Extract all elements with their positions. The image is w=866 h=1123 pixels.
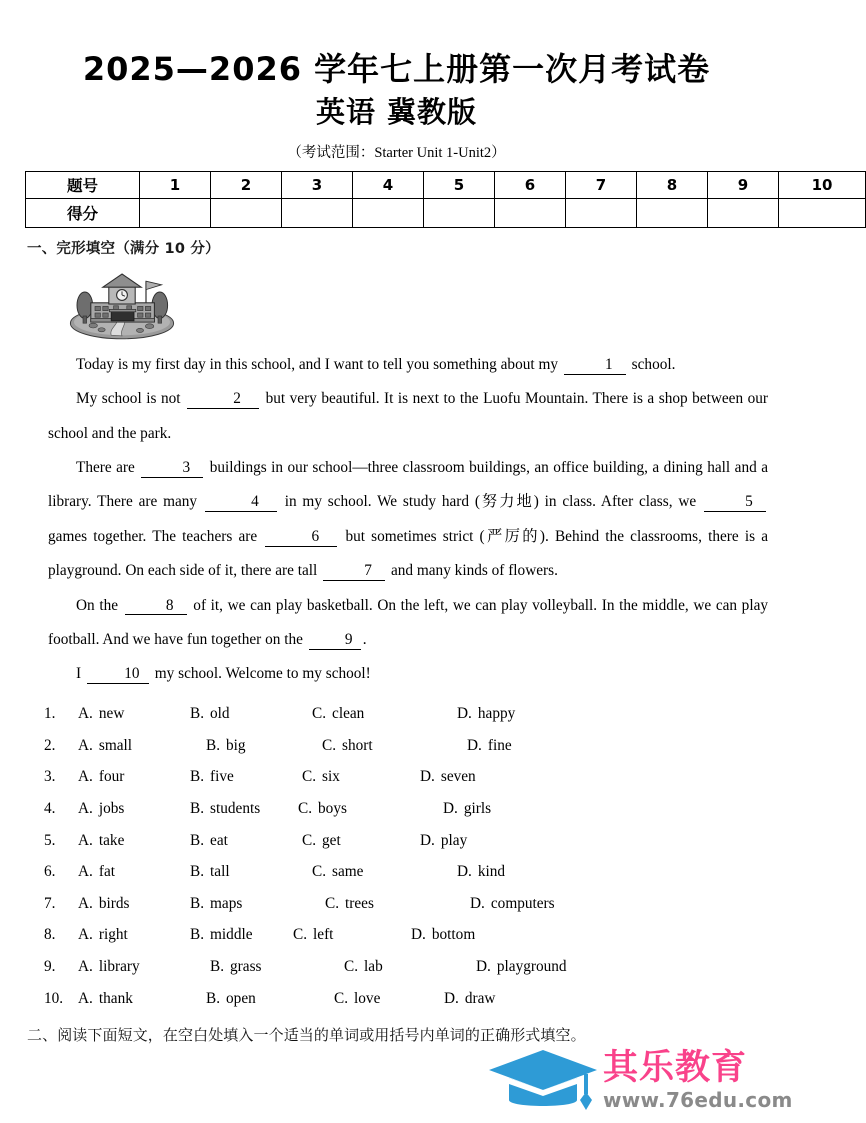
option-text: maps: [210, 894, 243, 912]
option-text: fat: [98, 863, 116, 881]
passage-text: my school. Welcome to my school!: [154, 665, 371, 683]
option-10-C[interactable]: [334, 983, 444, 1015]
option-9-B[interactable]: [210, 951, 344, 983]
option-6-A[interactable]: [78, 856, 190, 888]
question-number: 5.: [44, 831, 56, 849]
option-text: lab: [364, 958, 383, 976]
score-table-col-3: 3: [282, 171, 353, 198]
option-letter: B.: [190, 926, 205, 944]
option-2-B[interactable]: [206, 730, 322, 762]
question-number: 3.: [44, 768, 56, 786]
score-cell-9[interactable]: [708, 198, 779, 227]
option-letter: D.: [470, 894, 485, 912]
score-table-col-9: 9: [708, 171, 779, 198]
logo-text-block: [599, 1047, 793, 1112]
option-6-C[interactable]: [312, 856, 457, 888]
option-7-C[interactable]: [325, 888, 470, 920]
table-row: [26, 171, 866, 198]
option-text: left: [313, 926, 334, 944]
option-3-A[interactable]: [78, 761, 190, 793]
cloze-options-list: [0, 692, 793, 1015]
score-table-col-2: 2: [211, 171, 282, 198]
question-row-8: [44, 919, 768, 951]
option-letter: C.: [312, 863, 327, 881]
section-heading-cloze: 一、完形填空（满分 10 分）: [27, 240, 220, 257]
option-letter: D.: [411, 926, 426, 944]
score-table-col-8: 8: [637, 171, 708, 198]
option-5-B[interactable]: [190, 825, 302, 857]
option-letter: C.: [298, 799, 313, 817]
option-text: new: [98, 704, 125, 722]
question-number: 6.: [44, 863, 56, 881]
passage-paragraph-5: [48, 657, 768, 691]
score-table-col-4: 4: [353, 171, 424, 198]
question-number: 8.: [44, 926, 56, 944]
passage-text: in my school. We study hard (努力地) in class. After class, we: [284, 493, 697, 511]
question-number: 10.: [44, 989, 64, 1007]
option-text: students: [210, 799, 261, 817]
option-text: eat: [210, 831, 228, 849]
option-6-B[interactable]: [190, 856, 312, 888]
score-cell-6[interactable]: [495, 198, 566, 227]
option-letter: D.: [457, 863, 472, 881]
option-text: library: [98, 958, 140, 976]
option-9-C[interactable]: [344, 951, 476, 983]
option-text: trees: [345, 894, 374, 912]
score-table: [25, 171, 866, 228]
option-letter: B.: [190, 831, 205, 849]
option-4-A[interactable]: [78, 793, 190, 825]
question-row-2: [44, 730, 768, 762]
option-text: draw: [464, 989, 496, 1007]
option-8-C[interactable]: [293, 919, 411, 951]
option-text: jobs: [98, 799, 125, 817]
option-text: middle: [210, 926, 253, 944]
question-row-5: [44, 825, 768, 857]
option-letter: D.: [457, 704, 472, 722]
passage-text: games together. The teachers are: [48, 527, 258, 545]
passage-text: of it, we can play basketball. On the left, we can play volleyball. In the middle, we can play football. And we have fun together on the: [48, 596, 769, 649]
cloze-blank-7[interactable]: 7: [323, 563, 385, 581]
option-text: fine: [487, 736, 512, 754]
question-number: 4.: [44, 799, 56, 817]
option-4-B[interactable]: [190, 793, 298, 825]
option-text: open: [226, 989, 256, 1007]
option-letter: A.: [78, 799, 93, 817]
passage-paragraph-2: [48, 382, 768, 451]
option-7-A[interactable]: [78, 888, 190, 920]
option-text: thank: [98, 989, 133, 1007]
option-7-B[interactable]: [190, 888, 325, 920]
option-text: seven: [440, 768, 476, 786]
option-letter: A.: [78, 768, 93, 786]
option-letter: A.: [78, 926, 93, 944]
option-letter: B.: [190, 799, 205, 817]
question-row-1: [44, 698, 768, 730]
option-letter: C.: [322, 736, 337, 754]
cloze-blank-2[interactable]: 2: [187, 391, 259, 409]
score-table-col-7: 7: [566, 171, 637, 198]
option-5-D[interactable]: [420, 825, 467, 857]
cloze-blank-1[interactable]: 1: [564, 357, 626, 375]
option-text: playground: [496, 958, 567, 976]
question-row-3: [44, 761, 768, 793]
passage-text: school.: [631, 355, 676, 373]
option-letter: A.: [78, 958, 93, 976]
option-2-C[interactable]: [322, 730, 467, 762]
option-8-B[interactable]: [190, 919, 293, 951]
site-watermark-logo: [487, 1044, 793, 1118]
option-text: small: [98, 736, 133, 754]
passage-text: My school is not: [76, 390, 181, 408]
option-5-A[interactable]: [78, 825, 190, 857]
section-heading-reading: 二、阅读下面短文，在空白处填入一个适当的单词或用括号内单词的正确形式填空。: [27, 1028, 586, 1045]
option-letter: C.: [302, 768, 317, 786]
option-letter: B.: [206, 736, 221, 754]
option-text: big: [226, 736, 246, 754]
question-number: 9.: [44, 958, 56, 976]
option-letter: D.: [467, 736, 482, 754]
illustration-row: [0, 258, 793, 340]
option-text: six: [322, 768, 340, 786]
table-row: [26, 198, 866, 227]
passage-paragraph-3: [48, 451, 768, 589]
score-table-col-10: 10: [779, 171, 866, 198]
option-letter: C.: [344, 958, 359, 976]
question-row-7: [44, 888, 768, 920]
question-row-4: [44, 793, 768, 825]
passage-text: There are: [76, 459, 135, 477]
option-2-A[interactable]: [78, 730, 206, 762]
passage-text: On the: [76, 596, 119, 614]
passage-text: Today is my first day in this school, and I want to tell you something about my: [76, 355, 559, 373]
option-9-A[interactable]: [78, 951, 210, 983]
cloze-blank-10[interactable]: 10: [87, 666, 149, 684]
question-row-9: [44, 951, 768, 983]
option-letter: B.: [210, 958, 225, 976]
score-table-col-1: 1: [140, 171, 211, 198]
option-text: take: [98, 831, 125, 849]
option-7-D[interactable]: [470, 888, 555, 920]
score-cell-8[interactable]: [637, 198, 708, 227]
option-letter: A.: [78, 736, 93, 754]
passage-text: but sometimes strict (严厉的). Behind the classrooms, there is a playground. On each side of it, there are tall: [48, 527, 769, 580]
option-letter: C.: [325, 894, 340, 912]
score-cell-4[interactable]: [353, 198, 424, 227]
cloze-blank-4[interactable]: 4: [205, 494, 277, 512]
brand-name-cn: 其乐教育: [603, 1047, 748, 1088]
question-number: 7.: [44, 894, 56, 912]
option-letter: A.: [78, 863, 93, 881]
question-row-10: [44, 983, 768, 1015]
option-letter: D.: [420, 768, 435, 786]
option-text: clean: [332, 704, 365, 722]
option-1-D[interactable]: [457, 698, 515, 730]
option-1-A[interactable]: [78, 698, 190, 730]
option-10-B[interactable]: [206, 983, 334, 1015]
option-text: right: [98, 926, 128, 944]
score-table-col-5: 5: [424, 171, 495, 198]
option-letter: D.: [476, 958, 491, 976]
option-3-D[interactable]: [420, 761, 476, 793]
option-3-C[interactable]: [302, 761, 420, 793]
option-letter: C.: [334, 989, 349, 1007]
score-cell-5[interactable]: [424, 198, 495, 227]
score-cell-7[interactable]: [566, 198, 637, 227]
option-4-C[interactable]: [298, 793, 443, 825]
option-text: love: [354, 989, 381, 1007]
option-letter: A.: [78, 831, 93, 849]
option-4-D[interactable]: [443, 793, 491, 825]
question-number: 1.: [44, 704, 56, 722]
option-5-C[interactable]: [302, 825, 420, 857]
option-letter: B.: [206, 989, 221, 1007]
option-text: grass: [230, 958, 262, 976]
option-8-D[interactable]: [411, 919, 475, 951]
option-text: girls: [463, 799, 492, 817]
option-text: get: [322, 831, 341, 849]
cloze-blank-5[interactable]: 5: [704, 494, 766, 512]
option-10-D[interactable]: [444, 983, 495, 1015]
score-table-label-question: 题号: [26, 171, 140, 198]
option-text: birds: [98, 894, 130, 912]
passage-text: and many kinds of flowers.: [390, 562, 558, 580]
option-letter: C.: [293, 926, 308, 944]
option-2-D[interactable]: [467, 730, 512, 762]
option-letter: D.: [420, 831, 435, 849]
option-1-B[interactable]: [190, 698, 312, 730]
option-letter: B.: [190, 768, 205, 786]
brand-url: www.76edu.com: [603, 1087, 793, 1112]
option-letter: B.: [190, 863, 205, 881]
cloze-blank-9[interactable]: 9: [309, 632, 361, 650]
passage-text: buildings in our school—three classroom buildings, an office building, a dining hall and a library. There are many: [48, 459, 768, 511]
option-text: tall: [210, 863, 230, 881]
page-title: 2025—2026 学年七上册第一次月考试卷: [82, 50, 711, 88]
passage-text: .: [362, 631, 367, 649]
score-cell-3[interactable]: [282, 198, 353, 227]
option-text: bottom: [431, 926, 476, 944]
option-letter: C.: [302, 831, 317, 849]
option-10-A[interactable]: [78, 983, 206, 1015]
passage-text: but very beautiful. It is next to the Luofu Mountain. There is a shop between our school and the park.: [48, 390, 769, 442]
option-text: old: [210, 704, 230, 722]
option-letter: A.: [78, 989, 93, 1007]
score-table-wrapper: [0, 162, 833, 228]
option-text: computers: [490, 894, 555, 912]
option-text: same: [332, 863, 364, 881]
passage-paragraph-1: [48, 348, 768, 382]
passage-paragraph-4: [48, 589, 768, 658]
option-letter: D.: [443, 799, 458, 817]
cloze-passage: [0, 340, 793, 692]
option-text: five: [210, 768, 234, 786]
school-building-icon: [62, 268, 182, 340]
option-6-D[interactable]: [457, 856, 505, 888]
option-text: short: [342, 736, 373, 754]
score-cell-10[interactable]: [779, 198, 866, 227]
passage-text: I: [76, 665, 82, 683]
question-row-6: [44, 856, 768, 888]
option-text: boys: [318, 799, 347, 817]
score-cell-2[interactable]: [211, 198, 282, 227]
option-3-B[interactable]: [190, 761, 302, 793]
option-letter: B.: [190, 704, 205, 722]
option-text: kind: [477, 863, 506, 881]
cloze-blank-3[interactable]: 3: [141, 460, 203, 478]
graduation-cap-icon: [487, 1044, 599, 1118]
option-8-A[interactable]: [78, 919, 190, 951]
question-number: 2.: [44, 736, 56, 754]
option-letter: A.: [78, 894, 93, 912]
option-letter: D.: [444, 989, 459, 1007]
option-text: play: [440, 831, 468, 849]
option-letter: A.: [78, 704, 93, 722]
cloze-blank-6[interactable]: 6: [265, 529, 337, 547]
page-subtitle: 英语 冀教版: [315, 95, 478, 130]
cloze-blank-8[interactable]: 8: [125, 598, 187, 616]
score-cell-1[interactable]: [140, 198, 211, 227]
option-9-D[interactable]: [476, 951, 567, 983]
exam-scope: （考试范围：Starter Unit 1-Unit2）: [287, 144, 506, 161]
option-1-C[interactable]: [312, 698, 457, 730]
score-table-label-score: 得分: [26, 198, 140, 227]
option-text: four: [98, 768, 125, 786]
score-table-col-6: 6: [495, 171, 566, 198]
option-letter: C.: [312, 704, 327, 722]
option-letter: B.: [190, 894, 205, 912]
option-text: happy: [477, 704, 516, 722]
